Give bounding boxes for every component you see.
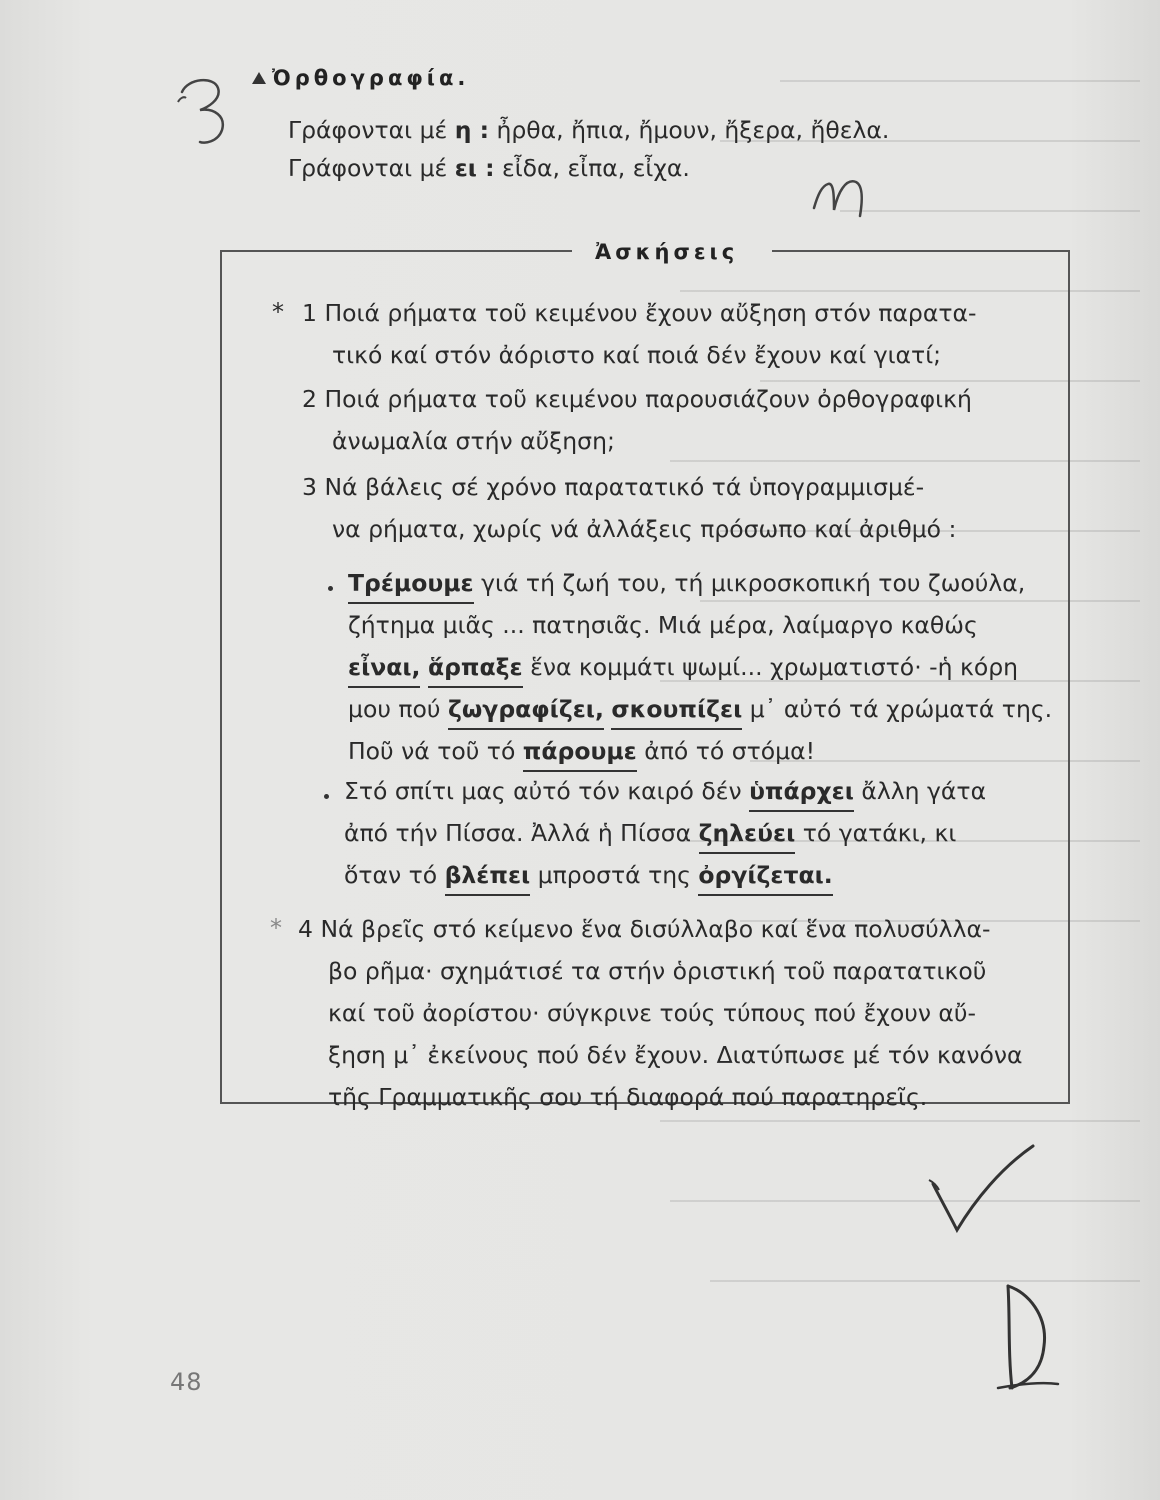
handwritten-mark (990, 1270, 1070, 1400)
underlined-verb: ἅρπαξε (428, 652, 523, 688)
underlined-verb: ζωγραφίζει, (448, 694, 604, 730)
exercise-1: 1 Ποιά ρήματα τοῦ κειμένου ἔχουν αὔξηση στόν παρατα- τικό καί στόν ἀόριστο καί ποιά δέν ἔχουν καί γιατί; (302, 299, 977, 369)
underlined-verb: εἶναι, (348, 652, 420, 688)
underlined-verb: Τρέμουμε (348, 568, 474, 604)
triangle-icon (252, 72, 266, 84)
handwritten-mark (170, 70, 250, 150)
star-mark: * (270, 914, 282, 942)
exercise-2: 2 Ποιά ρήματα τοῦ κειμένου παρουσιάζουν ὀρθογραφική ἀνωμαλία στήν αὔξηση; (302, 385, 972, 455)
rule-eta: Γράφονται μέ η : ἦρθα, ἤπια, ἤμουν, ἤξερα, ἤθελα. (288, 116, 890, 144)
page-number: 48 (170, 1368, 203, 1396)
underlined-verb: βλέπει (445, 860, 531, 896)
bullet (324, 794, 329, 799)
underlined-verb: ὀργίζεται. (698, 860, 832, 896)
exercise-3: 3 Νά βάλεις σέ χρόνο παρατατικό τά ὑπογραμμισμέ- να ρήματα, χωρίς νά ἀλλάξεις πρόσωπο καί ἀριθμό : (302, 473, 957, 543)
rule-ei: Γράφονται μέ ει : εἶδα, εἶπα, εἶχα. (288, 154, 690, 182)
exercises-heading: Ἀσκήσεις (595, 240, 739, 264)
passage-2: Στό σπίτι μας αὐτό τόν καιρό δέν ὑπάρχει ἄλλη γάτα ἀπό τήν Πίσσα. Ἀλλά ἡ Πίσσα ζηλεύει τό γατάκι, κι ὅταν τό βλέπει μπροστά της ὀργίζεται. (344, 770, 986, 896)
underlined-verb: πάρουμε (523, 736, 637, 772)
bullet (328, 586, 333, 591)
star-mark: * (272, 298, 284, 326)
exercise-4: 4 Νά βρεῖς στό κείμενο ἕνα δισύλλαβο καί ἕνα πολυσύλλα- βο ρῆμα· σχημάτισέ τα στήν ὁριστική τοῦ παρατατικοῦ καί τοῦ ἀορίστου· σύγκρινε τούς τύπους πού ἔχουν αὔ- ξηση μ᾽ ἐκείνους πού δέν ἔχουν. Διατύπωσε μέ τόν κανόνα τῆς Γραμματικῆς σου τή διαφορά πού παρατηρεῖς. (298, 915, 1023, 1111)
handwritten-mark (800, 170, 880, 230)
checkmark-icon (915, 1140, 1045, 1240)
underlined-verb: ὑπάρχει (749, 776, 854, 812)
underlined-verb: σκουπίζει (611, 694, 742, 730)
underlined-verb: ζηλεύει (699, 818, 796, 854)
passage-1: Τρέμουμε γιά τή ζωή του, τή μικροσκοπική του ζωούλα, ζήτημα μιᾶς ... πατησιᾶς. Μιά μέρα, λαίμαργο καθώς εἶναι, ἅρπαξε ἕνα κομμάτι ψωμί... χρωματιστό· -ἡ κόρη μου πού ζωγραφίζει, σκουπίζει μ᾽ αὐτό τά χρώματά της. Ποῦ νά τοῦ τό πάρουμε ἀπό τό στόμα! (348, 562, 1052, 772)
section-title: Ὀρθογραφία. (252, 66, 469, 90)
